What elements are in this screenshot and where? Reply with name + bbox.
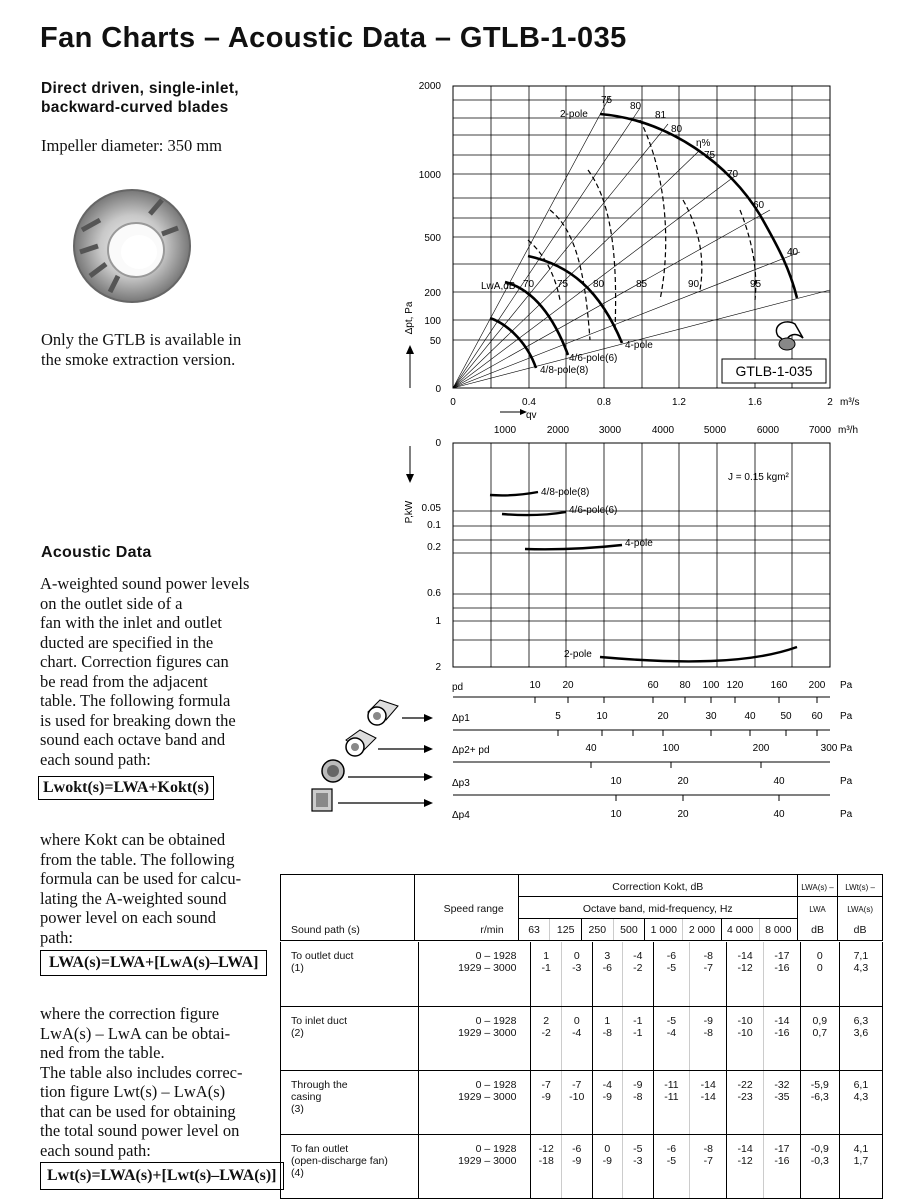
band-8000: 8 000 [759, 919, 797, 941]
band-4000: 4 000 [721, 919, 759, 941]
x2-unit: m³/h [838, 425, 858, 436]
eta-value: 80 [671, 124, 683, 135]
correction-cell: -9 -8 [690, 1006, 727, 1070]
scale-tick: 120 [726, 680, 744, 691]
correction-cell: -32 -35 [764, 1070, 801, 1134]
band-250: 250 [581, 919, 613, 941]
x2-tick: 5000 [703, 425, 727, 436]
y-tick: 200 [424, 288, 441, 299]
eta-value: 75 [601, 95, 613, 106]
lwa-value: 95 [750, 279, 762, 290]
scale-tick: 40 [744, 711, 756, 722]
y-tick: 2000 [418, 81, 441, 92]
scale-tick: 50 [780, 711, 792, 722]
scale-tick: 10 [610, 776, 622, 787]
correction-cell: -6 -5 [653, 942, 690, 1006]
formula-text-2: where Kokt can be obtained from the table. The following formula can be used for calcu- lating the A-weighted sound power level on each sound path: [40, 830, 242, 947]
power-axis-label: P,kW [404, 500, 415, 524]
p-tick: 1 [435, 616, 441, 627]
correction-cell: -8 -7 [690, 942, 727, 1006]
sound-path-icons [312, 700, 433, 811]
lwa-unit: dB [797, 919, 837, 941]
x2-tick: 4000 [651, 425, 675, 436]
p-tick: 0.2 [427, 542, 441, 553]
correction-cell: -14 -14 [690, 1070, 727, 1134]
lwt-col-head: LWt(s) – [838, 875, 883, 897]
sound-path-head: Sound path (s) [281, 919, 415, 941]
eta-value: 80 [630, 101, 642, 112]
model-label: GTLB-1-035 [735, 363, 813, 379]
sound-path-cell: To outlet duct (1) [281, 942, 419, 1006]
correction-cell: -17 -16 [764, 1134, 801, 1198]
eta-value: 70 [727, 169, 739, 180]
power-curve-4-6-pole [502, 512, 566, 515]
scale-tick: 60 [811, 711, 823, 722]
correction-cell: -12 -18 [531, 1134, 562, 1198]
x-tick: 1.2 [672, 397, 686, 408]
sound-path-cell: Through the casing (3) [281, 1070, 419, 1134]
correction-cell: 2 -2 [531, 1006, 562, 1070]
lwa-cell: -5,9 -6,3 [800, 1070, 839, 1134]
correction-cell: -9 -8 [623, 1070, 654, 1134]
lwt-unit: dB [838, 919, 883, 941]
correction-cell: -4 -2 [623, 942, 654, 1006]
band-2000: 2 000 [683, 919, 721, 941]
power-arrow-head [406, 474, 414, 483]
scale-tick: 20 [677, 776, 689, 787]
band-1000: 1 000 [645, 919, 683, 941]
correction-cell: -11 -11 [653, 1070, 690, 1134]
power-curve-2-pole [600, 647, 797, 661]
correction-cell: -5 -4 [653, 1006, 690, 1070]
acoustic-table-body [280, 942, 883, 1199]
scale-tick: 40 [773, 776, 785, 787]
lwa-value: 80 [593, 279, 605, 290]
speed-cell: 0 – 1928 1929 – 3000 [418, 1070, 531, 1134]
inertia-label: J = 0.15 kgm² [728, 472, 789, 483]
lwt-cell: 6,3 3,6 [839, 1006, 882, 1070]
power-label-4-8-pole: 4/8-pole(8) [541, 487, 590, 498]
lwa-value: 85 [636, 279, 648, 290]
scale-label-dp3: Δp3 [452, 778, 470, 789]
power-label-4-pole: 4-pole [625, 538, 653, 549]
casing-icon [322, 760, 433, 782]
lwa-value: 75 [557, 279, 569, 290]
x-unit: m³/s [840, 397, 860, 408]
octave-header: Octave band, mid-frequency, Hz [518, 897, 797, 919]
p-tick: 0.1 [427, 520, 441, 531]
correction-cell: 1 -1 [531, 942, 562, 1006]
scale-label-dp2: Δp2+ pd [452, 745, 490, 756]
correction-cell: -22 -23 [727, 1070, 764, 1134]
band-500: 500 [613, 919, 645, 941]
table-row [281, 1134, 883, 1198]
lwa-value: 90 [688, 279, 700, 290]
scale-unit: Pa [840, 711, 853, 722]
p-tick: 0.05 [421, 503, 441, 514]
scale-label-dp1: Δp1 [452, 713, 470, 724]
lwa-col-head: LWA(s) – [797, 875, 837, 897]
power-label-2-pole: 2-pole [564, 649, 592, 660]
acoustic-table [280, 874, 883, 941]
x-tick: 0.4 [522, 397, 536, 408]
lwa-cell: 0 0 [800, 942, 839, 1006]
correction-cell: 0 -4 [561, 1006, 592, 1070]
scale-tick: 20 [677, 809, 689, 820]
eta-value: 81 [655, 110, 667, 121]
scale-unit: Pa [840, 776, 853, 787]
correction-cell: -7 -10 [561, 1070, 592, 1134]
scale-tick: 30 [705, 711, 717, 722]
table-row [281, 942, 883, 1006]
x-tick: 2 [827, 397, 833, 408]
scale-tick: 100 [662, 743, 680, 754]
rmin-head: r/min [415, 919, 519, 941]
scale-tick: 20 [657, 711, 669, 722]
y-tick: 50 [429, 336, 441, 347]
scale-tick: 80 [679, 680, 691, 691]
correction-cell: -14 -12 [727, 1134, 764, 1198]
scale-label-dp4: Δp4 [452, 810, 470, 821]
table-row [281, 1070, 883, 1134]
eta-value: 60 [753, 200, 765, 211]
correction-cell: -14 -12 [727, 942, 764, 1006]
y-tick: 100 [424, 316, 441, 327]
scale-tick: 300 [820, 743, 838, 754]
open-discharge-icon [312, 789, 433, 811]
lwt-cell: 4,1 1,7 [839, 1134, 882, 1198]
power-y-ticks [422, 438, 442, 673]
lwt-col-sub: LWA(s) [838, 897, 883, 919]
scale-tick: 10 [610, 809, 622, 820]
lwa-col-sub: LWA [797, 897, 837, 919]
inlet-duct-icon [346, 730, 433, 756]
lwt-cell: 6,1 4,3 [839, 1070, 882, 1134]
correction-cell: 0 -3 [561, 942, 592, 1006]
lwa-label: LwA,dB [481, 281, 516, 292]
scale-tick: 20 [562, 680, 574, 691]
outlet-duct-icon [368, 700, 433, 725]
lwa-cell: 0,9 0,7 [800, 1006, 839, 1070]
sound-path-cell: To inlet duct (2) [281, 1006, 419, 1070]
subtitle: Direct driven, single-inlet, backward-curved blades [41, 80, 239, 116]
power-label-4-6-pole: 4/6-pole(6) [569, 505, 618, 516]
correction-header: Correction Kokt, dB [518, 875, 797, 897]
scale-unit: Pa [840, 743, 853, 754]
curve-label-4-6-pole: 4/6-pole(6) [569, 353, 618, 364]
formula-2: LWA(s)=LWA+[LwA(s)–LWA] [40, 950, 267, 976]
correction-cell: -17 -16 [764, 942, 801, 1006]
correction-cell: -10 -10 [727, 1006, 764, 1070]
eta-value: 40 [787, 247, 799, 258]
y-tick: 0 [435, 384, 441, 395]
curve-4-pole [528, 256, 622, 343]
scale-tick: 160 [770, 680, 788, 691]
top-y-ticks [419, 81, 442, 395]
y-arrow-head [406, 345, 414, 354]
y-tick: 1000 [418, 170, 441, 181]
sound-path-cell: To fan outlet (open-discharge fan) (4) [281, 1134, 419, 1198]
acoustic-text: A-weighted sound power levels on the outlet side of a fan with the inlet and outlet ducted are specified in the chart. Correction figures can be read from the adjacent table. The following formula is used for breaking down the sound each octave band and each sound path: [40, 574, 250, 769]
x-tick: 0.8 [597, 397, 611, 408]
correction-cell: -8 -7 [690, 1134, 727, 1198]
lwt-cell: 7,1 4,3 [839, 942, 882, 1006]
x2-tick: 2000 [546, 425, 570, 436]
top-x-ticks [450, 397, 859, 421]
p-tick: 0 [435, 438, 441, 449]
correction-cell: -6 -9 [561, 1134, 592, 1198]
x-tick: 0 [450, 397, 456, 408]
scale-unit: Pa [840, 809, 853, 820]
x2-tick: 7000 [808, 425, 832, 436]
scale-tick: 100 [702, 680, 720, 691]
correction-cell: 1 -8 [592, 1006, 623, 1070]
scale-tick: 10 [596, 711, 608, 722]
acoustic-heading: Acoustic Data [41, 544, 152, 561]
scale-tick: 200 [752, 743, 770, 754]
x2-ticks [494, 425, 858, 436]
curve-4-6-pole [505, 282, 568, 355]
speed-cell: 0 – 1928 1929 – 3000 [418, 942, 531, 1006]
x-tick: 1.6 [748, 397, 762, 408]
power-curve-4-pole [525, 545, 622, 549]
lwa-cell: -0,9 -0,3 [800, 1134, 839, 1198]
scale-tick: 40 [585, 743, 597, 754]
curve-label-2-pole: 2-pole [560, 109, 588, 120]
y-tick: 500 [424, 233, 441, 244]
fan-icon [776, 322, 803, 350]
band-63: 63 [518, 919, 550, 941]
speed-range-head: Speed range [415, 897, 519, 919]
smoke-note: Only the GTLB is available in the smoke extraction version. [41, 330, 242, 369]
y-axis-label: Δpt, Pa [404, 301, 415, 335]
correction-cell: 3 -6 [592, 942, 623, 1006]
correction-cell: -7 -9 [531, 1070, 562, 1134]
speed-cell: 0 – 1928 1929 – 3000 [418, 1006, 531, 1070]
correction-cell: -1 -1 [623, 1006, 654, 1070]
speed-cell: 0 – 1928 1929 – 3000 [418, 1134, 531, 1198]
page-title: Fan Charts – Acoustic Data – GTLB-1-035 [40, 22, 627, 54]
formula-1: Lwokt(s)=LWA+Kokt(s) [38, 776, 214, 800]
correction-cell: -5 -3 [623, 1134, 654, 1198]
scale-tick: 10 [529, 680, 541, 691]
lwa-value: 70 [523, 279, 535, 290]
scale-tick: 200 [808, 680, 826, 691]
x2-tick: 1000 [493, 425, 517, 436]
eta-label: η% [696, 138, 711, 149]
correction-cell: -4 -9 [592, 1070, 623, 1134]
band-125: 125 [550, 919, 582, 941]
p-tick: 2 [435, 662, 441, 673]
scale-tick: 5 [555, 711, 561, 722]
curve-label-4-pole: 4-pole [625, 340, 653, 351]
x2-tick: 3000 [598, 425, 622, 436]
correction-cell: -6 -5 [653, 1134, 690, 1198]
scale-label-pd: pd [452, 682, 464, 693]
scale-tick: 60 [647, 680, 659, 691]
correction-cell: 0 -9 [592, 1134, 623, 1198]
eta-value: 75 [704, 150, 716, 161]
scale-tick: 40 [773, 809, 785, 820]
power-curve-4-8-pole [490, 492, 538, 495]
x2-tick: 6000 [756, 425, 780, 436]
curve-label-4-8-pole: 4/8-pole(8) [540, 365, 589, 376]
formula-text-3: where the correction figure LwA(s) – LwA can be obtai- ned from the table. The table also includes correc- tion figure Lwt(s) – LwA(s) that can be used for obtaining the total sound power level on each sound path: [40, 1004, 243, 1160]
x-axis-label: qv [526, 410, 537, 421]
table-row [281, 1006, 883, 1070]
p-tick: 0.6 [427, 588, 441, 599]
scale-unit: Pa [840, 680, 853, 691]
correction-cell: -14 -16 [764, 1006, 801, 1070]
impeller-diameter: Impeller diameter: 350 mm [41, 136, 222, 155]
formula-3: Lwt(s)=LWA(s)+[Lwt(s)–LWA(s)] [40, 1162, 284, 1190]
